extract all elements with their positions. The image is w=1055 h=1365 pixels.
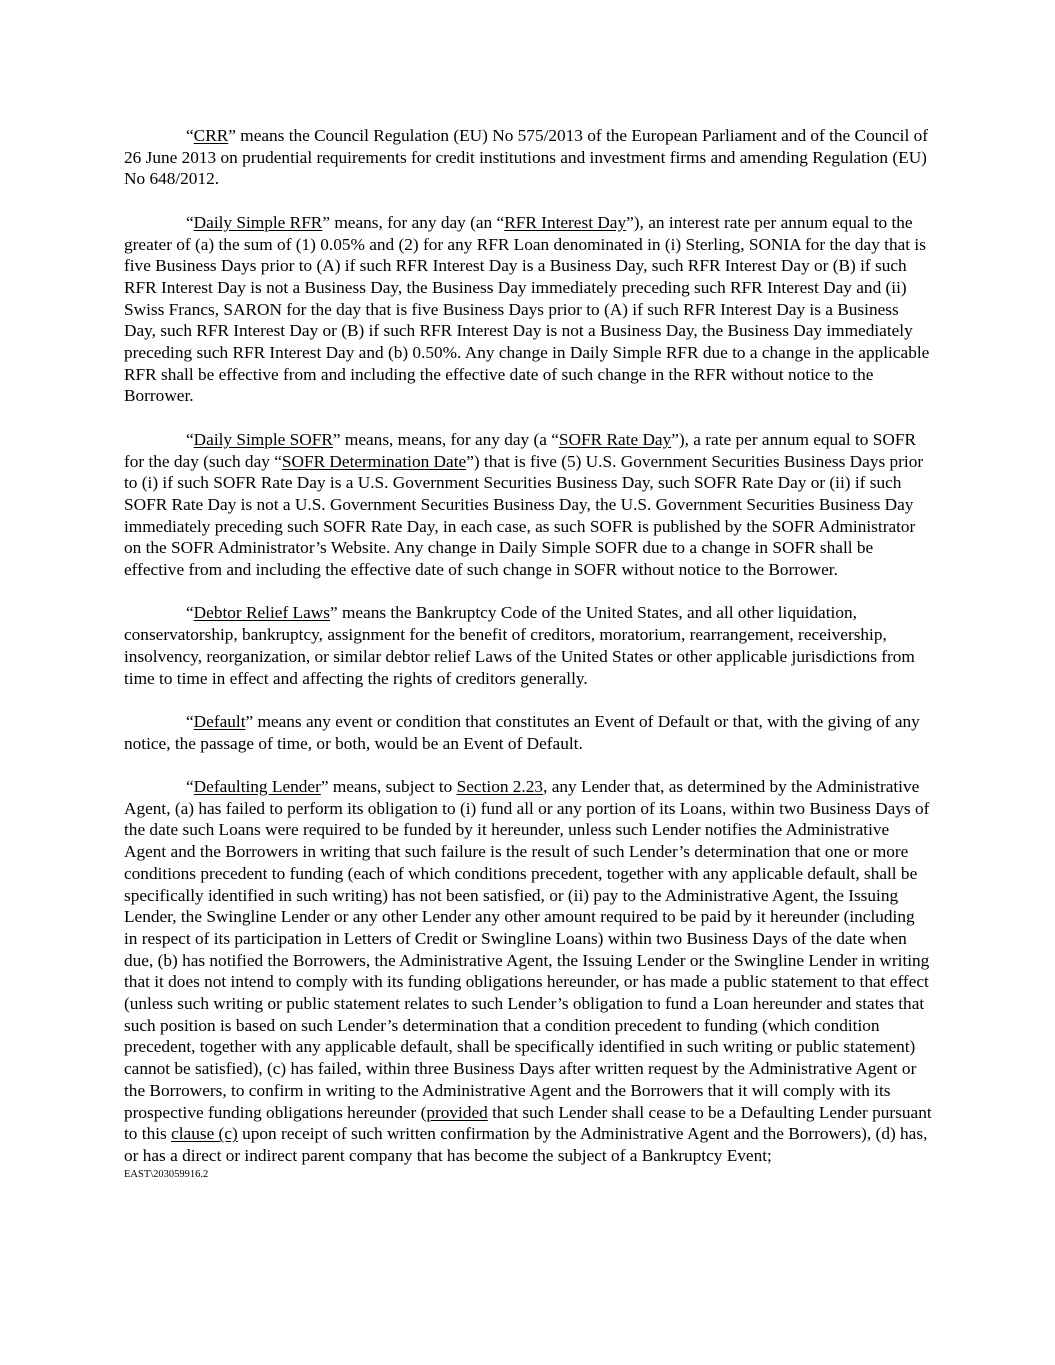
- definition-text: ” means the Bankruptcy Code of the United States, and all other liquidation, conservatorship, bankruptcy, assignment for the benefit of creditors, moratorium, rearrangement, receivership, insolvency, reorganization, or similar debtor relief Laws of the United States or other applicable jurisdictions from time to time in effect and affecting the rights of creditors generally.: [124, 603, 915, 688]
- open-quote: “: [186, 429, 194, 449]
- defined-term: Daily Simple RFR: [193, 212, 323, 232]
- open-quote: “: [186, 212, 194, 232]
- cross-reference-clause: clause (c): [171, 1124, 238, 1144]
- open-quote: “: [186, 777, 194, 797]
- defined-term: Default: [193, 711, 246, 731]
- definition-text: ” means, for any day (an “: [322, 212, 505, 232]
- definition-text: ” means, subject to: [320, 777, 457, 797]
- open-quote: “: [186, 126, 194, 145]
- cross-reference-provided: provided: [426, 1102, 488, 1122]
- defined-term: CRR: [193, 126, 229, 145]
- open-quote: “: [186, 603, 194, 623]
- document-page: [124, 125, 932, 1181]
- definition-text: ” means the Council Regulation (EU) No 575/2013 of the European Parliament and of the Council of 26 June 2013 on prudential requirements for credit institutions and investment firms and amending Regulation (EU) No 648/2012.: [124, 126, 928, 189]
- definition-text: ”), an interest rate per annum equal to the greater of (a) the sum of (1) 0.05% and (2) for any RFR Loan denominated in (i) Sterling, SONIA for the day that is five Business Days prior to (A) if such RFR Interest Day is a Business Day, such RFR Interest Day or (B) if such RFR Interest Day is not a Business Day, the Business Day immediately preceding such RFR Interest Day and (ii) Swiss Francs, SARON for the day that is five Business Days prior to (A) if such RFR Interest Day is a Business Day, such RFR Interest Day or (B) if such RFR Interest Day is not a Business Day, the Business Day immediately preceding such RFR Interest Day and (b) 0.50%. Any change in Daily Simple RFR due to a change in the applicable RFR shall be effective from and including the effective date of such change in the RFR without notice to the Borrower.: [124, 212, 930, 406]
- definition-daily-simple-sofr: [124, 429, 932, 581]
- definition-debtor-relief-laws: [124, 602, 932, 689]
- definition-text: that such Lender shall cease to be a Defaulting Lender pursuant to this: [124, 1102, 932, 1144]
- definition-crr: [124, 125, 932, 190]
- document-footer-id: EAST\203059916.2: [124, 1168, 209, 1180]
- definition-text: ” means, means, for any day (a “: [332, 429, 559, 449]
- definition-text: ” means any event or condition that constitutes an Event of Default or that, with the giving of any notice, the passage of time, or both, would be an Event of Default.: [124, 711, 920, 753]
- definition-text: , any Lender that, as determined by the Administrative Agent, (a) has failed to perform its obligation to (i) fund all or any portion of its Loans, within two Business Days of the date such Loans were required to be funded by it hereunder, unless such Lender notifies the Administrative Agent and the Borrowers in writing that such failure is the result of such Lender’s determination that one or more conditions precedent to funding (each of which conditions precedent, together with any applicable default, shall be specifically identified in such writing) has not been satisfied, or (ii) pay to the Administrative Agent, the Issuing Lender, the Swingline Lender or any other Lender any other amount required to be paid by it hereunder (including in respect of its participation in Letters of Credit or Swingline Loans) within two Business Days of the date when due, (b) has notified the Borrowers, the Administrative Agent, the Issuing Lender or the Swingline Lender in writing that it does not intend to comply with its funding obligations hereunder, or has made a public statement to that effect (unless such writing or public statement relates to such Lender’s obligation to fund a Loan hereunder and states that such position is based on such Lender’s determination that a condition precedent to funding (which condition precedent, together with any applicable default, shall be specifically identified in such writing or public statement) cannot be satisfied), (c) has failed, within three Business Days after written request by the Administrative Agent or the Borrowers, to confirm in writing to the Administrative Agent and the Borrowers that it will comply with its prospective funding obligations hereunder (: [124, 777, 930, 1122]
- definition-text: upon receipt of such written confirmation by the Administrative Agent and the Borrowers), (d) has, or has a direct or indirect parent company that has become the subject of a Bankruptcy Event;: [124, 1124, 928, 1165]
- open-quote: “: [186, 711, 194, 731]
- defined-term: Daily Simple SOFR: [193, 429, 333, 449]
- definition-defaulting-lender: [124, 776, 932, 1167]
- cross-reference-section: Section 2.23: [456, 777, 544, 797]
- defined-subterm: RFR Interest Day: [504, 212, 627, 232]
- defined-subterm: SOFR Determination Date: [281, 451, 467, 471]
- defined-subterm: SOFR Rate Day: [558, 429, 672, 449]
- defined-term: Defaulting Lender: [193, 777, 321, 797]
- definition-default: [124, 711, 932, 754]
- defined-term: Debtor Relief Laws: [193, 603, 330, 623]
- definition-text: ”) that is five (5) U.S. Government Securities Business Days prior to (i) if such SOFR Rate Day is a U.S. Government Securities Business Day, such SOFR Rate Day or (ii) if such SOFR Rate Day is not a U.S. Government Securities Business Day, the U.S. Government Securities Business Day immediately preceding such SOFR Rate Day, in each case, as such SOFR is published by the SOFR Administrator on the SOFR Administrator’s Website. Any change in Daily Simple SOFR due to a change in SOFR shall be effective from and including the effective date of such change in SOFR without notice to the Borrower.: [124, 451, 924, 580]
- definition-text: ”), a rate per annum equal to SOFR for the day (such day “: [124, 429, 916, 471]
- definition-daily-simple-rfr: [124, 212, 932, 407]
